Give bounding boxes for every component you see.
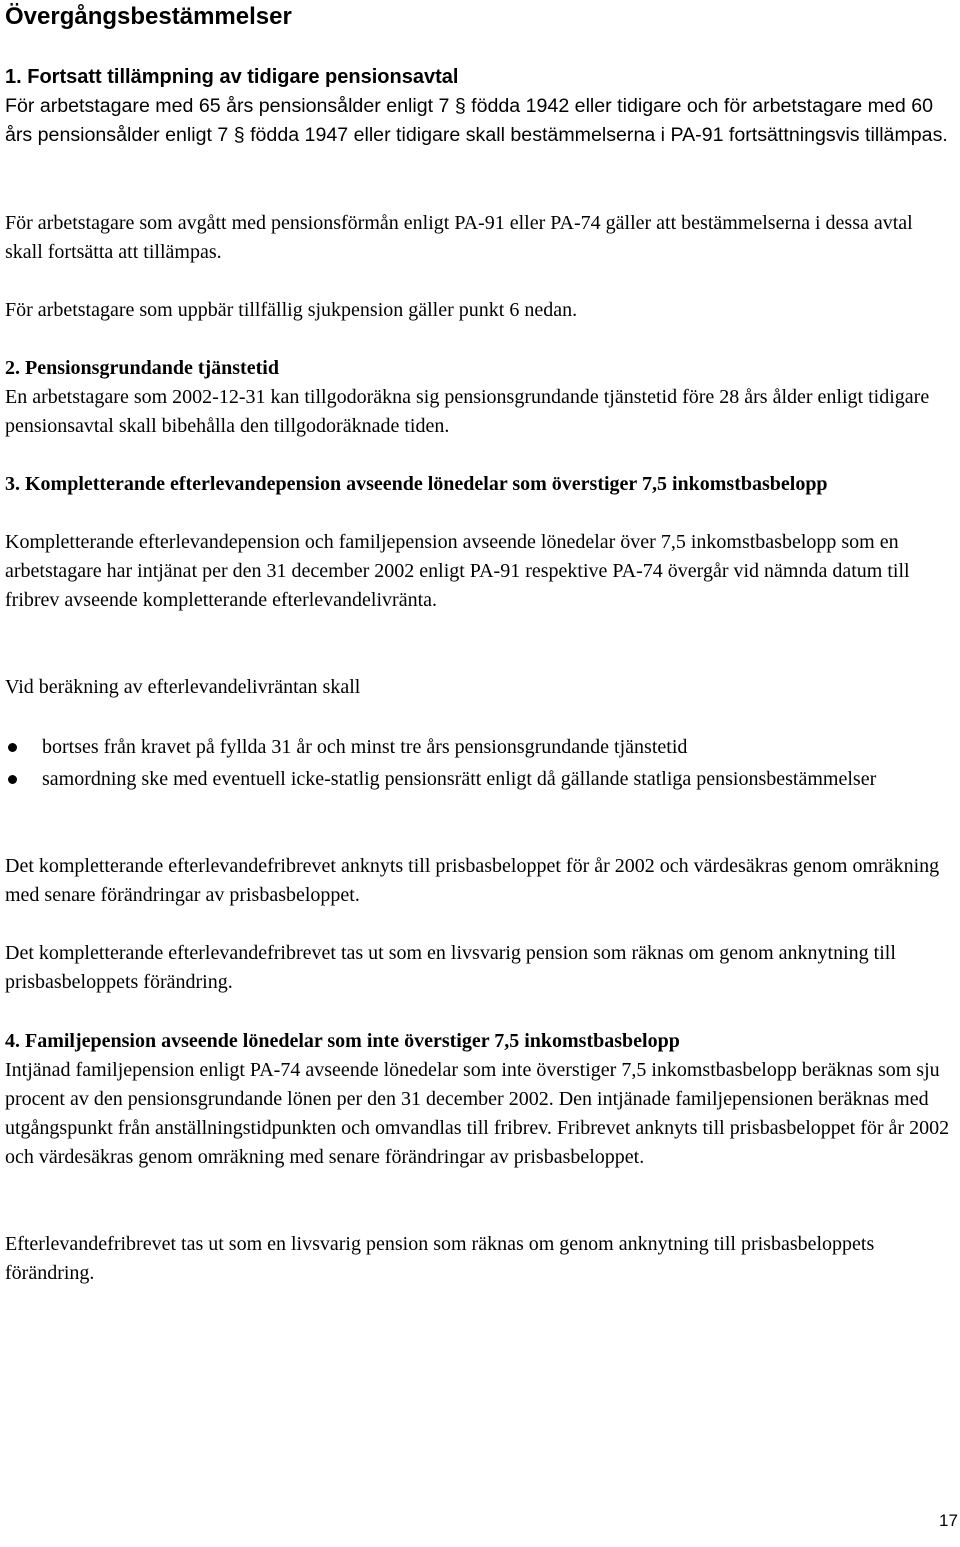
- section-1-paragraph-3: För arbetstagare som uppbär tillfällig sjukpension gäller punkt 6 nedan.: [5, 299, 578, 321]
- section-3-paragraph-3: Det kompletterande efterlevandefribrevet anknyts till prisbasbeloppet för år 2002 och värdesäkras genom omräkning med senare förändringar av prisbasbeloppet.: [5, 855, 940, 906]
- section-3-heading: 3. Kompletterande efterlevandepension avseende lönedelar som överstiger 7,5 inkomstbasbelopp: [5, 473, 828, 495]
- page-number: 17: [939, 1511, 958, 1530]
- section-3-bullet-list: [5, 733, 950, 797]
- section-1-paragraph-2: För arbetstagare som avgått med pensionsförmån enligt PA-91 eller PA-74 gäller att bestämmelserna i dessa avtal skall fortsätta att tillämpas.: [5, 212, 913, 263]
- list-item-text: bortses från kravet på fyllda 31 år och minst tre års pensionsgrundande tjänstetid: [42, 736, 688, 758]
- section-3-paragraph-1: Kompletterande efterlevandepension och familjepension avseende lönedelar över 7,5 inkomstbasbelopp som en arbetstagare har intjänat per den 31 december 2002 enligt PA-91 respektive PA-74 övergår vid nämnda datum till fribrev avseende kompletterande efterlevandelivränta.: [5, 531, 910, 611]
- section-1-heading: 1. Fortsatt tillämpning av tidigare pensionsavtal: [5, 66, 459, 88]
- bullet-icon: [8, 743, 17, 752]
- list-item: [5, 765, 950, 794]
- list-item: [5, 733, 950, 762]
- section-2-paragraph-1: En arbetstagare som 2002-12-31 kan tillgodoräkna sig pensionsgrundande tjänstetid före 28 års ålder enligt tidigare pensionsavtal skall bibehålla den tillgodoräknade tiden.: [5, 386, 930, 437]
- section-1-paragraph-1: För arbetstagare med 65 års pensionsålder enligt 7 § födda 1942 eller tidigare och för arbetstagare med 60 års pensionsålder enligt 7 § födda 1947 eller tidigare skall bestämmelserna i PA-91 fortsättningsvis tillämpas.: [5, 95, 948, 146]
- bullet-icon: [8, 775, 17, 784]
- section-3-paragraph-2: Vid beräkning av efterlevandelivräntan skall: [5, 676, 361, 698]
- section-4-paragraph-1: Intjänad familjepension enligt PA-74 avseende lönedelar som inte överstiger 7,5 inkomstbasbelopp beräknas som sju procent av den pensionsgrundande lönen per den 31 december 2002. Den intjänade familjepensionen beräknas med utgångspunkt från anställningstidpunkten och omvandlas till fribrev. Fribrevet anknyts till prisbasbeloppet för år 2002 och värdesäkras genom omräkning med senare förändringar av prisbasbeloppet.: [5, 1059, 950, 1168]
- section-3-paragraph-4: Det kompletterande efterlevandefribrevet tas ut som en livsvarig pension som räknas om genom anknytning till prisbasbeloppets förändring.: [5, 942, 896, 993]
- list-item-text: samordning ske med eventuell icke-statlig pensionsrätt enligt då gällande statliga pensionsbestämmelser: [42, 768, 877, 790]
- document-title: Övergångsbestämmelser: [5, 3, 292, 30]
- section-4-paragraph-2: Efterlevandefribrevet tas ut som en livsvarig pension som räknas om genom anknytning till prisbasbeloppets förändring.: [5, 1233, 875, 1284]
- section-2-heading: 2. Pensionsgrundande tjänstetid: [5, 357, 279, 379]
- section-4-heading: 4. Familjepension avseende lönedelar som inte överstiger 7,5 inkomstbasbelopp: [5, 1030, 680, 1052]
